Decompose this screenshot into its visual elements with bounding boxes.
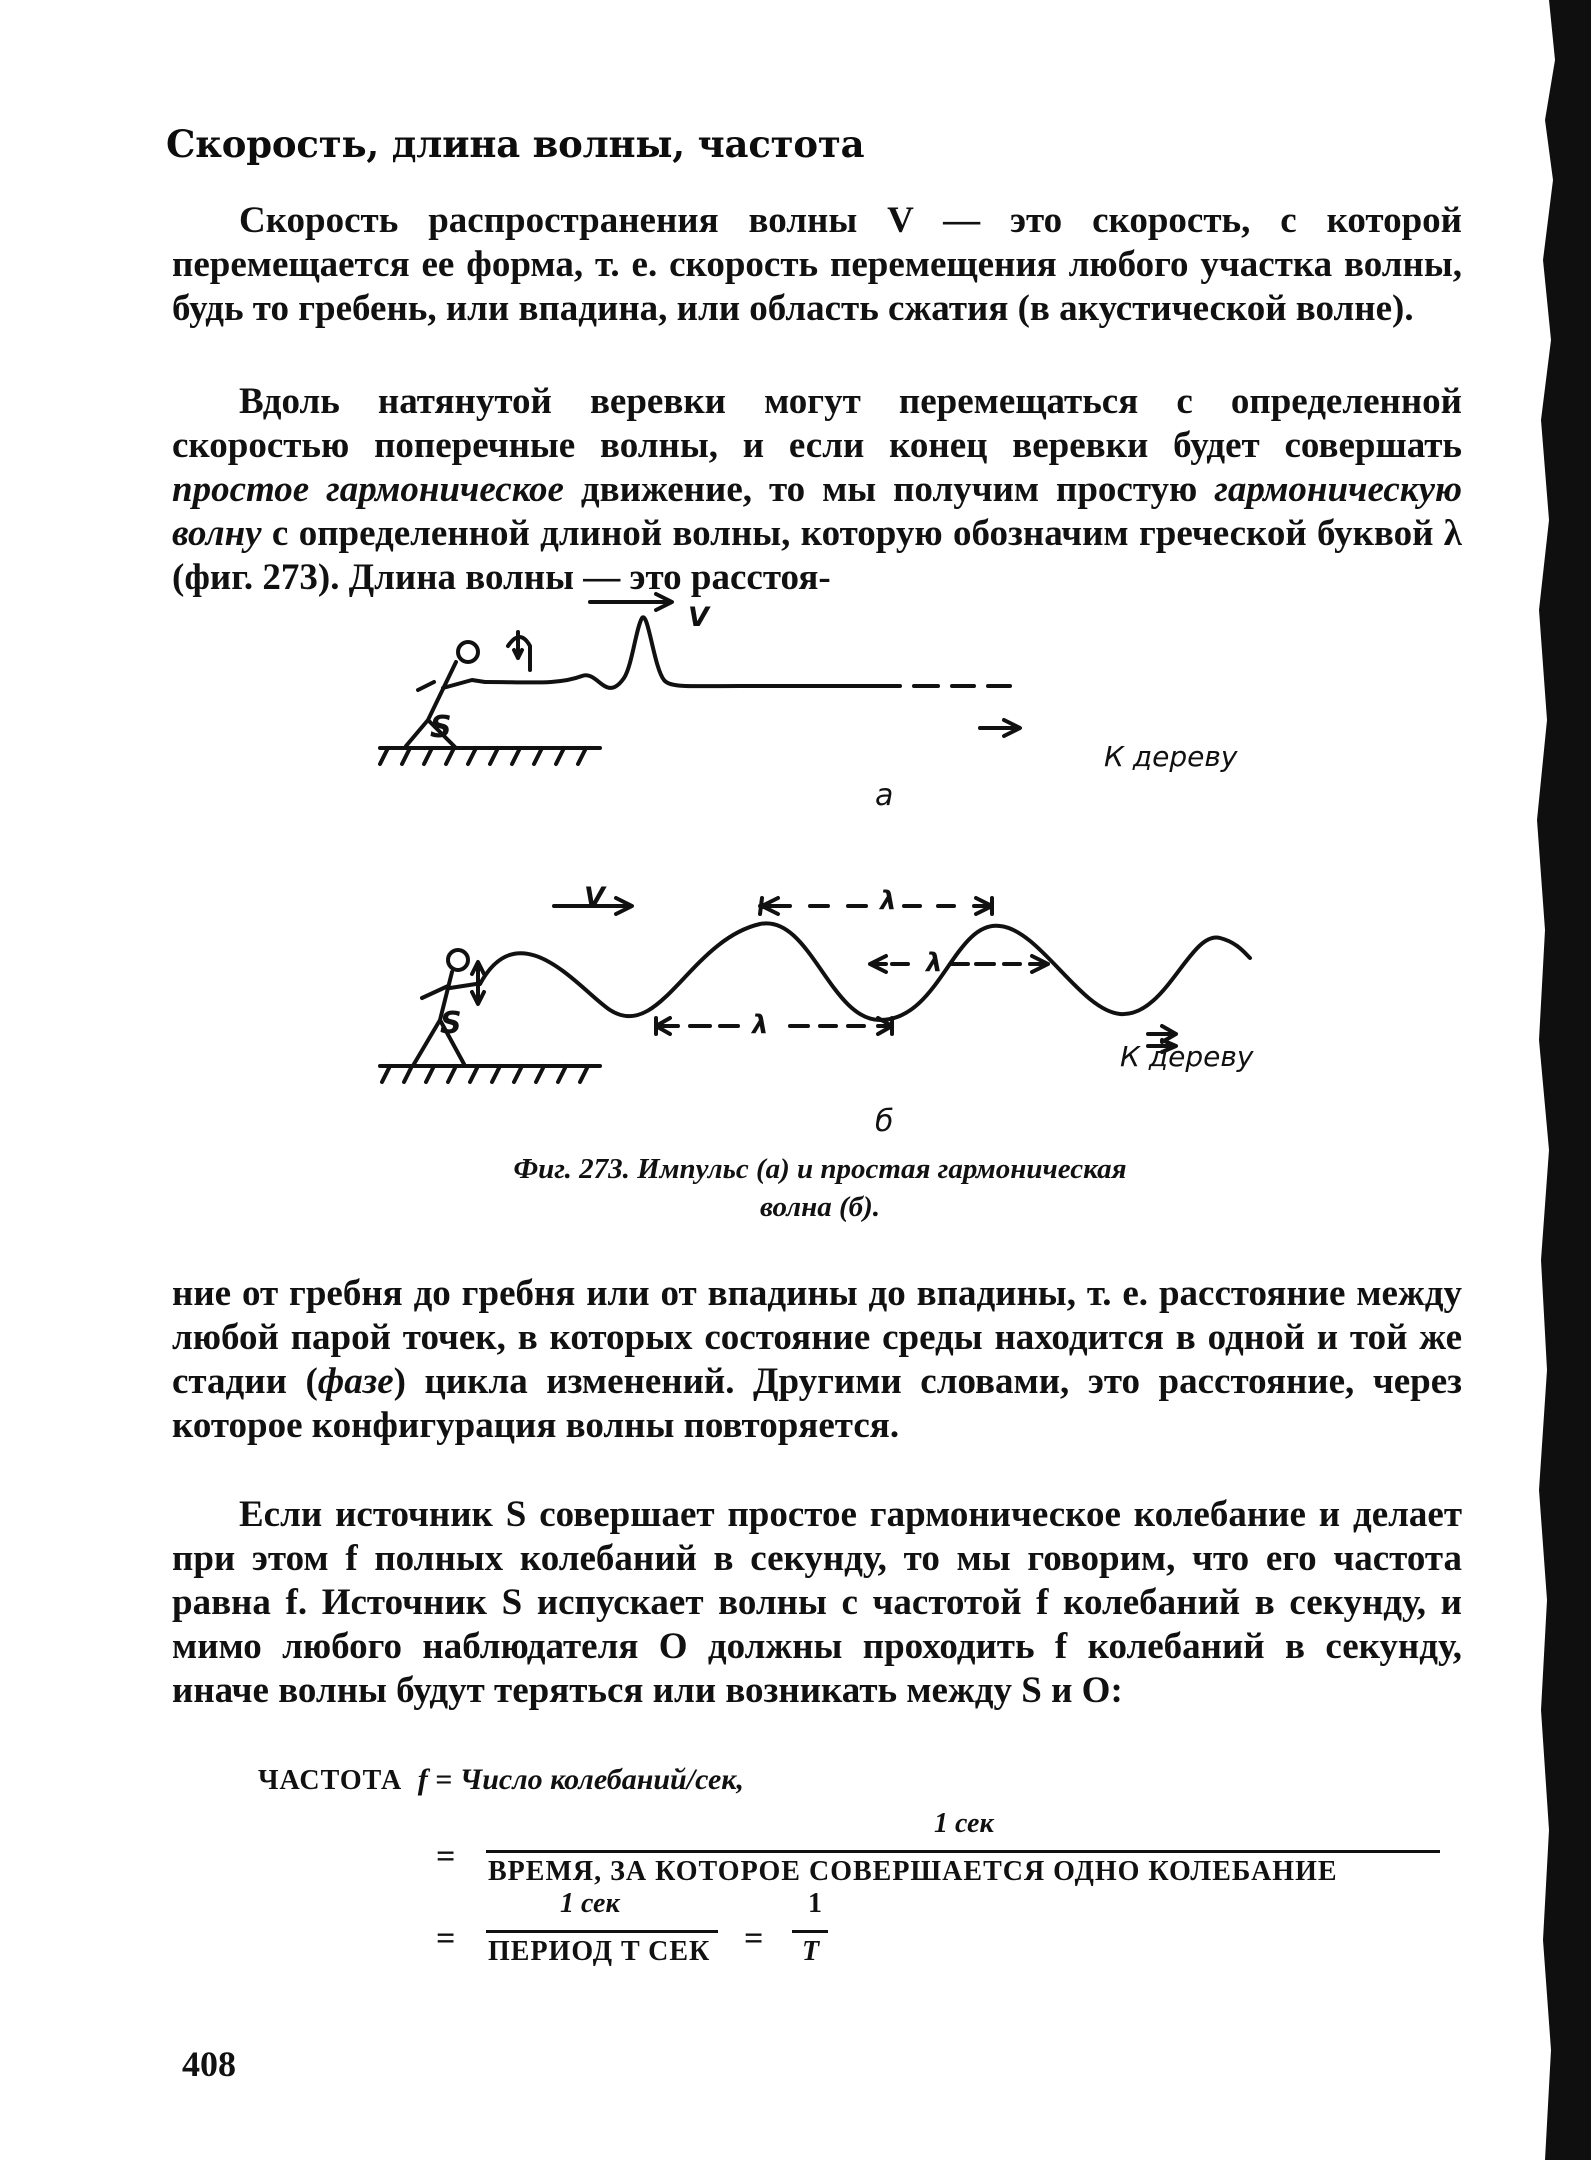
paragraph-frequency-definition: Если источник S совершает простое гармоническое колебание и делает при этом f полных колебаний в секунду, то мы говорим, что его частота равна f. Источник S испускает волны с частотой f колебаний в секунду, и мимо любого наблюдателя O должны проходить f колебаний в секунду, иначе волны будут теряться или возникать между S и O: (172, 1494, 1462, 1711)
lambda-arrow-middle (870, 956, 1048, 972)
direction-arrow-a (980, 720, 1020, 736)
formula-equals-1: = (436, 1838, 456, 1875)
ground-hatch-a (380, 748, 586, 764)
fraction-rule-1 (486, 1850, 1440, 1853)
speed-label-b: V (584, 882, 605, 913)
formula-numerator-1: 1 сек (934, 1808, 994, 1839)
formula-equals-3: = (744, 1920, 764, 1957)
fraction-rule-2 (486, 1930, 718, 1933)
scan-ragged-edge (1537, 0, 1567, 2160)
paragraph-wavelength-intro (172, 380, 1462, 600)
formula-denominator-2: ПЕРИОД T СЕК (488, 1936, 711, 1967)
figure-caption-line2: волна (б). (759, 1191, 881, 1223)
hand-motion-a (508, 632, 530, 670)
figure-caption (370, 1150, 1270, 1226)
paragraph-text-part: с определенной длиной волны, которую обозначим греческой буквой λ (фиг. 273). Длина волны — это расстоя- (172, 513, 1462, 598)
lambda-arrow-bottom (656, 1018, 892, 1034)
direction-label-b: К дереву (1120, 1040, 1254, 1073)
paragraph-speed-definition: Скорость распространения волны V — это скорость, с которой перемещается ее форма, т. е. скорость перемещения любого участка волны, будь то гребень, или впадина, или область сжатия (в акустической волне). (172, 200, 1462, 329)
formula-numerator-3: 1 (808, 1888, 822, 1919)
paragraph-text-part: ) цикла изменений. Другими словами, это расстояние, через которое конфигурация волны повторяется. (172, 1361, 1462, 1446)
formula-denominator-3: T (802, 1936, 820, 1967)
formula-numerator-2: 1 сек (560, 1888, 620, 1919)
person-head-b (448, 950, 468, 970)
formula-denominator-1: ВРЕМЯ, ЗА КОТОРОЕ СОВЕРШАЕТСЯ ОДНО КОЛЕБАНИЕ (488, 1856, 1338, 1887)
page-number: 408 (182, 2044, 236, 2084)
paragraph-text-part: движение, то мы получим простую (563, 469, 1215, 510)
formula-prefix: ЧАСТОТА (258, 1765, 403, 1796)
harmonic-wave-b (480, 923, 1250, 1020)
italic-term: простое гармоническое (172, 469, 564, 510)
speed-label-a: V (688, 602, 709, 633)
lambda-label-top: λ (880, 886, 897, 916)
direction-label-a: К дереву (1104, 740, 1238, 773)
source-label-b: S (440, 1006, 462, 1041)
person-head-a (458, 642, 478, 662)
italic-term: гармоническую волну (172, 469, 1462, 554)
source-label-a: S (430, 710, 452, 745)
formula-equals-2: = (436, 1920, 456, 1957)
fraction-rule-3 (792, 1930, 828, 1933)
section-title: Скорость, длина волны, частота (166, 122, 865, 166)
formula-line1 (258, 1763, 744, 1797)
lambda-arrow-top (760, 898, 992, 914)
ground-hatch-b (382, 1066, 588, 1082)
paragraph-text-part: ние от гребня до гребня или от впадины до впадины, т. е. расстояние между любой парой точек, в которых состояние среды находится в одной и той же стадии ( (172, 1273, 1462, 1402)
paragraph-wavelength-continued (172, 1272, 1462, 1448)
panel-label-a: а (875, 778, 894, 813)
panel-label-b: б (875, 1104, 894, 1139)
figure-caption-line1: Фиг. 273. Импульс (а) и простая гармоническая (513, 1153, 1127, 1185)
lambda-label-bottom: λ (752, 1010, 769, 1040)
figure-illustration (340, 610, 1300, 1230)
italic-term: фазе (317, 1361, 394, 1402)
lambda-label-middle: λ (926, 948, 943, 978)
figure-273 (340, 602, 1300, 1230)
paragraph-text-part: Вдоль натянутой веревки могут перемещаться с определенной скоростью поперечные волны, и если конец веревки будет совершать (172, 381, 1462, 466)
formula-expression: f = Число колебаний/сек, (417, 1763, 745, 1796)
